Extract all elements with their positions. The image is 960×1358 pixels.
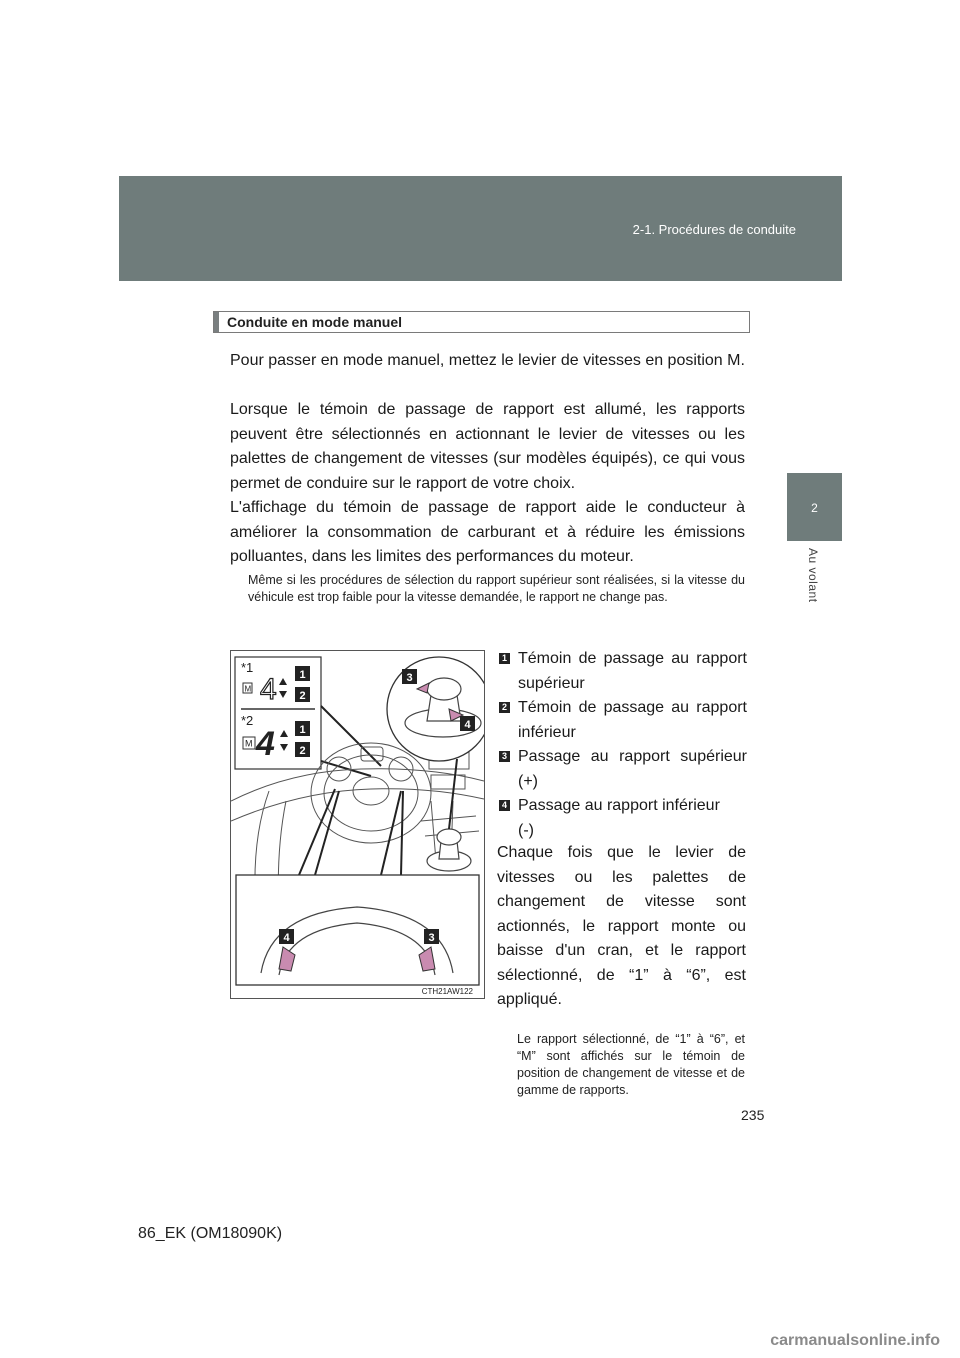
watermark: carmanualsonline.info xyxy=(770,1332,940,1349)
svg-text:2: 2 xyxy=(299,745,306,757)
document-code: 86_EK (OM18090K) xyxy=(138,1225,283,1242)
note-1: Même si les procédures de sélection du rapport supérieur sont réalisées, si la vitesse du véhicule est trop faible pour la vitesse demandée, le rapport ne change pas. xyxy=(248,573,745,604)
legend-item-3 xyxy=(499,745,747,794)
header-band xyxy=(119,176,842,281)
chapter-title: 2-1. Procédures de conduite xyxy=(632,222,796,237)
legend-text: Témoin de passage au rapport xyxy=(518,699,747,716)
legend-number: 1 xyxy=(499,653,510,664)
legend-text: (+) xyxy=(518,772,538,790)
legend-text: Témoin de passage au rapport xyxy=(518,650,747,667)
section-title: Conduite en mode manuel xyxy=(227,314,403,330)
mode-letter-2: M xyxy=(245,738,253,749)
gear-shift-illustration xyxy=(230,650,485,999)
legend-text: Passage au rapport supérieur xyxy=(518,748,747,765)
chapter-tab-number: 2 xyxy=(811,501,818,515)
legend-text: (-) xyxy=(518,821,534,839)
legend-item-1 xyxy=(499,647,747,696)
paragraph-3: L'affichage du témoin de passage de rapport aide le conducteur à améliorer la consommation de carburant et à réduire les émissions polluantes, dans les limites des performances du moteur. xyxy=(230,499,745,565)
legend-text: inférieur xyxy=(518,723,576,741)
figure-code: CTH21AW122 xyxy=(421,987,473,996)
svg-text:3: 3 xyxy=(428,932,435,944)
legend-number: 3 xyxy=(499,751,510,762)
svg-text:1: 1 xyxy=(299,669,306,681)
legend-number: 2 xyxy=(499,702,510,713)
illustration-svg xyxy=(231,651,484,998)
paragraph-2: Lorsque le témoin de passage de rapport est allumé, les rapports peuvent être sélectionnés en actionnant le levier de vitesses ou les palettes de changement de vitesses (sur modèles équipés), ce qui vous permet de conduire sur le rapport de votre choix. xyxy=(230,401,745,492)
gear-digit-solid: 4 xyxy=(256,725,275,763)
paragraph-4: Chaque fois que le levier de vitesses ou les palettes de changement de vitesse sont actionnés, le rapport monte ou baisse d'un cran, et le rapport sélectionné, de “1” à “6”, est appliqué. xyxy=(497,844,746,1008)
legend-text: supérieur xyxy=(518,674,585,692)
svg-text:1: 1 xyxy=(299,724,306,736)
chapter-tab-label: Au volant xyxy=(806,548,820,603)
pointer-line xyxy=(299,789,335,875)
svg-text:2: 2 xyxy=(299,690,306,702)
paddle-inset xyxy=(236,875,479,985)
legend-text: Passage au rapport inférieur xyxy=(518,797,720,814)
gear-digit-outline: 4 xyxy=(260,673,277,706)
mode-letter-1: M xyxy=(244,684,252,694)
svg-text:3: 3 xyxy=(406,672,413,684)
svg-text:4: 4 xyxy=(283,932,290,944)
footnote-mark-2: *2 xyxy=(241,713,254,728)
footnote-mark-1: *1 xyxy=(241,660,254,675)
pointer-line xyxy=(381,791,401,875)
legend-item-2 xyxy=(499,696,747,745)
section-heading xyxy=(213,311,750,333)
pointer-line xyxy=(401,791,403,875)
chapter-tab xyxy=(787,473,842,541)
svg-text:4: 4 xyxy=(464,719,471,731)
page-number: 235 xyxy=(741,1107,765,1123)
legend-item-4 xyxy=(499,794,747,843)
legend-number: 4 xyxy=(499,800,510,811)
note-2: Le rapport sélectionné, de “1” à “6”, et “M” sont affichés sur le témoin de position de changement de vitesse et de gamme de rapports. xyxy=(517,1032,745,1097)
paragraph-1: Pour passer en mode manuel, mettez le levier de vitesses en position M. xyxy=(230,352,745,369)
